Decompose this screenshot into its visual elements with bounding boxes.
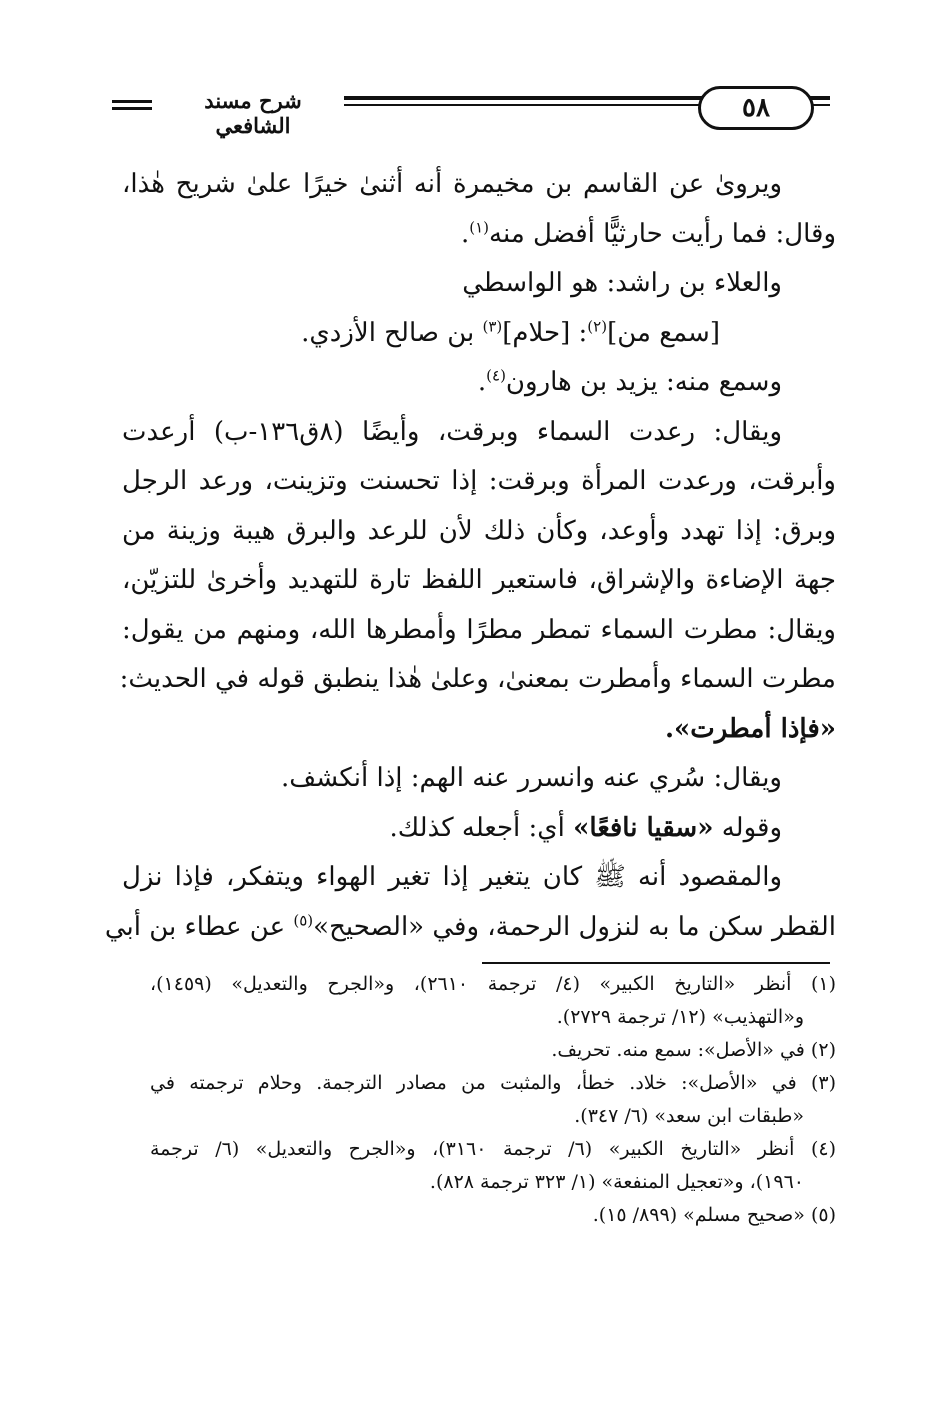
text-line: وأبرقت، ورعدت المرأة وبرقت: إذا تحسنت وتزينت، ورعد الرجل xyxy=(122,466,836,496)
footnote-1: (١) أنظر «التاريخ الكبير» (٤/ ترجمة ٢٦١٠)، و«الجرح والتعديل» (١٤٥٩)، xyxy=(150,973,836,995)
footnote-ref: (٣) xyxy=(482,316,503,335)
footnote-4-cont: ١٩٦٠)، و«تعجيل المنفعة» (١/ ٣٢٣ ترجمة ٨٢٨). xyxy=(429,1171,804,1193)
footnotes xyxy=(150,968,836,1232)
footnote-ref: (٤) xyxy=(486,366,506,385)
footnote-ref: (٢) xyxy=(587,316,608,335)
footnote-4: (٤) أنظر «التاريخ الكبير» (٦/ ترجمة ٣١٦٠)، و«الجرح والتعديل» (٦/ ترجمة xyxy=(150,1138,837,1160)
text-line: [سمع من]$^{(٢)}$: [حلام]$^{(٣)}$ بن صالح الأزدي. xyxy=(301,316,720,348)
main-text xyxy=(104,160,836,952)
page-number: ٥٨ xyxy=(698,86,814,130)
hadith-quote: «سقيا نافعًا» xyxy=(573,812,714,843)
text-line: ويقال: مطرت السماء تمطر مطرًا وأمطرها الله، ومنهم من يقول: xyxy=(122,614,836,645)
page-header xyxy=(112,82,830,138)
text-line: جهة الإضاءة والإشراق، فاستعير اللفظ تارة للتهديد وأخرىٰ للتزيّن، xyxy=(122,565,836,595)
text-line: ويروىٰ عن القاسم بن مخيمرة أنه أثنىٰ خيرًا علىٰ شريح هٰذا، xyxy=(122,169,782,199)
text-line: وبرق: إذا تهدد وأوعد، وكأن ذلك لأن للرعد والبرق هيبة وزينة من xyxy=(122,515,836,546)
text-line: والعلاء بن راشد: هو الواسطي xyxy=(462,268,782,298)
text-line: وسمع منه: يزيد بن هارون$^{(٤)}$. xyxy=(477,366,782,397)
header-ornament-left xyxy=(112,98,152,112)
text-line: ويقال: رعدت السماء وبرقت، وأيضًا (٨ق١٣٦-ب) أرعدت xyxy=(122,416,783,447)
footnote-2: (٢) في «الأصل»: سمع منه. تحريف. xyxy=(551,1039,836,1061)
hadith-quote: «فإذا أمطرت». xyxy=(664,713,836,744)
text-line: وقوله «سقيا نافعًا» أي: أجعله كذلك. xyxy=(389,812,782,843)
footnote-ref: (٥) xyxy=(293,910,314,929)
footnote-3: (٣) في «الأصل»: خلاد. خطأ، والمثبت من مصادر الترجمة. وحلام ترجمته في xyxy=(150,1072,836,1094)
text-line: القطر سكن ما به لنزول الرحمة، وفي «الصحيح»$^{(٥)}$ عن عطاء بن أبي xyxy=(104,910,836,942)
text-line: وقال: فما رأيت حارثيًّا أفضل منه$^{(١)}$. xyxy=(460,217,836,249)
footnote-1-cont: و«التهذيب» (١٢/ ترجمة ٢٧٢٩). xyxy=(556,1006,804,1028)
running-title: شرح مسند الشافعي xyxy=(164,88,342,138)
footnote-separator xyxy=(482,962,830,964)
footnote-3-cont: «طبقات ابن سعد» (٦/ ٣٤٧). xyxy=(574,1105,804,1127)
text-line: ويقال: سُري عنه وانسرر عنه الهم: إذا أنكشف. xyxy=(281,763,782,793)
footnote-5: (٥) «صحيح مسلم» (٨٩٩/ ١٥). xyxy=(592,1204,836,1226)
footnote-ref: (١) xyxy=(469,217,490,236)
header-rule-thick xyxy=(344,96,704,100)
header-rule-thin xyxy=(344,104,704,106)
text-line: والمقصود أنه ﷺ كان يتغير إذا تغير الهواء ويتفكر، فإذا نزل xyxy=(122,862,782,892)
text-line: مطرت السماء وأمطرت بمعنىٰ، وعلىٰ هٰذا ينطبق قوله في الحديث: xyxy=(119,664,836,694)
